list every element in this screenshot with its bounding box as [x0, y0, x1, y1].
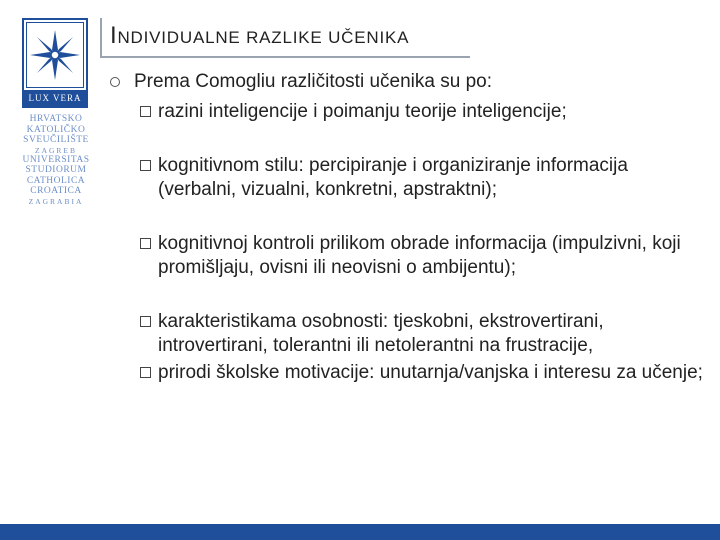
list-item — [108, 100, 708, 124]
logo-motto: LUX VERA — [24, 90, 86, 106]
square-bullet-icon — [140, 367, 151, 378]
intro-text: Prema Comogliu različitosti učenika su po: — [134, 71, 492, 92]
square-bullet-icon — [140, 316, 151, 327]
university-name-line: STUDIORUM — [25, 165, 87, 175]
list-item — [108, 154, 708, 202]
sidebar-branding — [0, 0, 100, 540]
list-item-text: kognitivnoj kontroli prilikom obrade informacija (impulzivni, koji promišljaju, ovisni ili neovisni o ambijentu); — [158, 233, 681, 278]
list-item — [108, 361, 708, 385]
university-name — [24, 114, 88, 206]
university-name-line: ZAGRABIA — [28, 196, 84, 206]
square-bullet-icon — [140, 106, 151, 117]
slide-content — [108, 70, 708, 385]
list-item — [108, 232, 708, 280]
circle-bullet-icon — [110, 77, 120, 87]
list-item-text: kognitivnom stilu: percipiranje i organiziranje informacija (verbalni, vizualni, konkretni, apstraktni); — [158, 155, 628, 200]
footer-bar — [0, 524, 720, 540]
university-name-line: ZAGREB — [35, 145, 77, 155]
university-name-line: CATHOLICA — [26, 175, 86, 186]
university-logo — [22, 18, 88, 108]
university-name-line: HRVATSKO — [29, 114, 83, 124]
slide-title — [110, 22, 409, 50]
title-initial: I — [110, 22, 118, 49]
university-name-line: SVEUČILIŠTE — [23, 135, 89, 145]
university-name-line: KATOLIČKO — [26, 124, 86, 135]
intro-bullet — [108, 70, 708, 94]
list-item-text: razini inteligencije i poimanju teorije inteligencije; — [158, 101, 567, 122]
university-name-line: UNIVERSITAS — [22, 154, 90, 165]
square-bullet-icon — [140, 238, 151, 249]
star-emblem-icon — [26, 22, 84, 88]
title-rest: NDIVIDUALNE RAZLIKE UČENIKA — [117, 28, 410, 47]
title-underline — [100, 56, 470, 58]
university-name-line: CROATICA — [30, 186, 82, 196]
list-item-text: prirodi školske motivacije: unutarnja/vanjska i interesu za učenje; — [158, 362, 703, 383]
square-bullet-icon — [140, 160, 151, 171]
list-item-text: karakteristikama osobnosti: tjeskobni, ekstrovertirani, introvertirani, tolerantni ili netolerantni na frustracije, — [158, 311, 604, 356]
list-item — [108, 310, 708, 358]
